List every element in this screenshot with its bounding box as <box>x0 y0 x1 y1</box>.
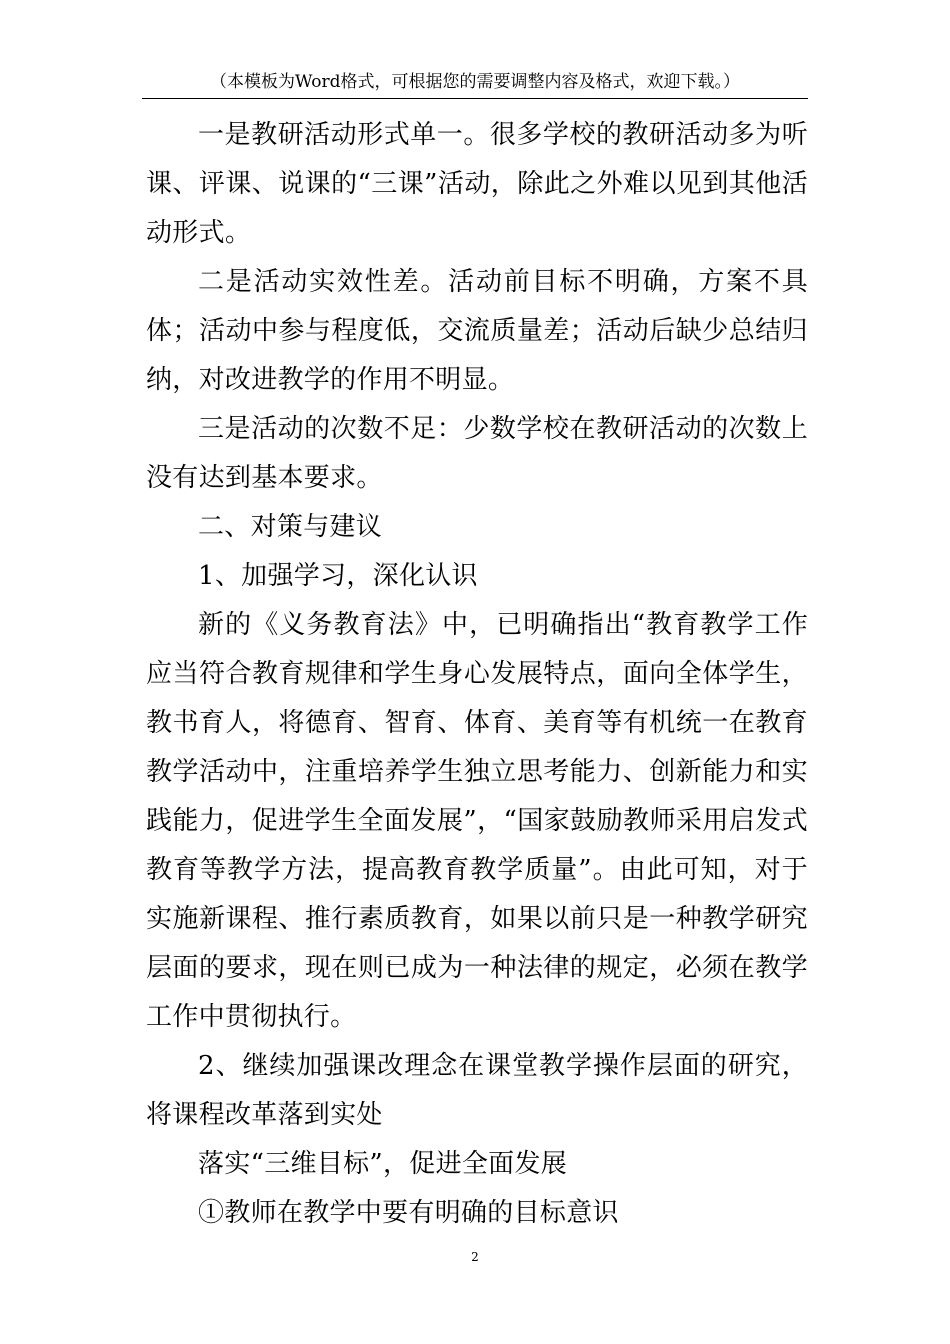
page-number: 2 <box>471 1250 479 1264</box>
subheading-2: 2、继续加强课改理念在课堂教学操作层面的研究，将课程改革落到实处 <box>146 1051 808 1130</box>
template-note: （本模板为Word格式，可根据您的需要调整内容及格式，欢迎下载。） <box>209 72 741 92</box>
section-heading-countermeasures: 二、对策与建议 <box>198 512 383 542</box>
paragraph-issue-3: 三是活动的次数不足：少数学校在教研活动的次数上没有达到基本要求。 <box>146 414 808 493</box>
list-item-1: ①教师在教学中要有明确的目标意识 <box>198 1198 619 1228</box>
paragraph-issue-2: 二是活动实效性差。活动前目标不明确，方案不具体；活动中参与程度低，交流质量差；活动后缺少总结归纳，对改进教学的作用不明显。 <box>146 267 808 395</box>
header-divider <box>142 98 808 99</box>
document-body <box>146 111 808 1238</box>
subheading-1: 1、加强学习，深化认识 <box>198 561 478 591</box>
paragraph-issue-1: 一是教研活动形式单一。很多学校的教研活动多为听课、评课、说课的“三课”活动，除此之外难以见到其他活动形式。 <box>146 120 808 248</box>
paragraph-three-dimensional-goals: 落实“三维目标”，促进全面发展 <box>198 1149 568 1179</box>
paragraph-education-law: 新的《义务教育法》中，已明确指出“教育教学工作应当符合教育规律和学生身心发展特点，面向全体学生，教书育人，将德育、智育、体育、美育等有机统一在教育教学活动中，注重培养学生独立思考能力、创新能力和实践能力，促进学生全面发展”，“国家鼓励教师采用启发式教育等教学方法，提高教育教学质量”。由此可知，对于实施新课程、推行素质教育，如果以前只是一种教学研究层面的要求，现在则已成为一种法律的规定，必须在教学工作中贯彻执行。 <box>146 610 808 1032</box>
